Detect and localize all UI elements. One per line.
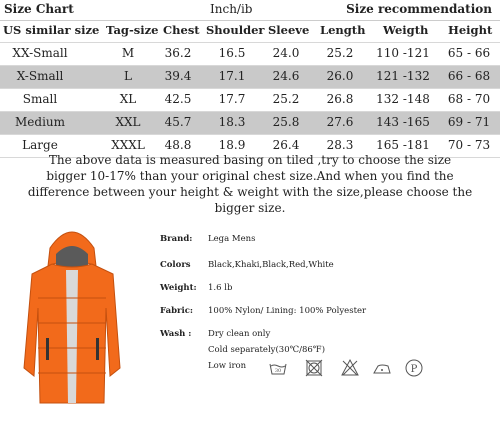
note-line: The above data is measured basing on tiled ,try to choose the size xyxy=(48,153,452,167)
brand-label: Brand: xyxy=(160,234,193,244)
table-row xyxy=(0,43,500,66)
cell-sleeve: 26.4 xyxy=(272,138,300,152)
col-chest: Chest xyxy=(163,23,200,37)
cell-height: 66 - 68 xyxy=(447,69,491,83)
cell-shoulder: 17.7 xyxy=(218,92,246,106)
chart-header xyxy=(0,0,500,21)
table-row xyxy=(0,89,500,112)
size-note xyxy=(0,152,500,216)
cell-tag: XXL xyxy=(115,115,141,129)
col-height: Height xyxy=(448,23,493,37)
cell-chest: 39.4 xyxy=(164,69,192,83)
svg-text:30: 30 xyxy=(274,368,282,374)
recommendation-label: Size recommendation xyxy=(346,2,492,16)
no-bleach-icon xyxy=(340,358,360,378)
table-row xyxy=(0,112,500,135)
cell-us: Large xyxy=(22,138,58,152)
cell-chest: 36.2 xyxy=(164,46,192,60)
cell-height: 70 - 73 xyxy=(447,138,491,152)
cell-sleeve: 25.2 xyxy=(272,92,300,106)
colors-value: Black,Khaki,Black,Red,White xyxy=(208,260,334,270)
low-iron-icon xyxy=(372,358,392,378)
chart-title: Size Chart xyxy=(4,2,74,16)
cell-sleeve: 24.0 xyxy=(272,46,300,60)
cell-length: 28.3 xyxy=(326,138,354,152)
colors-label: Colors xyxy=(160,260,191,270)
svg-text:P: P xyxy=(410,364,418,375)
cell-height: 68 - 70 xyxy=(447,92,491,106)
cell-length: 27.6 xyxy=(326,115,354,129)
wash-label: Wash : xyxy=(160,329,192,339)
cell-chest: 48.8 xyxy=(164,138,192,152)
wash-value-2: Cold separately(30℃/86℉) xyxy=(208,345,326,355)
dry-clean-p-icon xyxy=(404,358,424,378)
col-length: Length xyxy=(320,23,366,37)
weight-value: 1.6 lb xyxy=(208,283,233,293)
cell-chest: 45.7 xyxy=(164,115,192,129)
cell-shoulder: 18.9 xyxy=(218,138,246,152)
jacket-image xyxy=(10,218,135,413)
cell-tag: XXXL xyxy=(111,138,145,152)
brand-value: Lega Mens xyxy=(208,234,256,244)
table-header-row xyxy=(0,20,500,43)
cell-weight: 165 -181 xyxy=(376,138,430,152)
cell-length: 26.8 xyxy=(326,92,354,106)
cell-height: 69 - 71 xyxy=(447,115,491,129)
wash-value-3: Low iron xyxy=(208,361,247,371)
fabric-label: Fabric: xyxy=(160,306,194,316)
wash-value-1: Dry clean only xyxy=(208,329,271,339)
cell-us: Medium xyxy=(14,115,66,129)
weight-label: Weight: xyxy=(160,283,197,293)
cell-length: 25.2 xyxy=(326,46,354,60)
size-table xyxy=(0,20,500,158)
col-shoulder: Shoulder xyxy=(206,23,265,37)
cell-tag: XL xyxy=(119,92,137,106)
unit-label: Inch/ib xyxy=(210,2,253,16)
cell-us: X-Small xyxy=(16,69,64,83)
cell-height: 65 - 66 xyxy=(447,46,491,60)
cell-shoulder: 16.5 xyxy=(218,46,246,60)
note-line: difference between your height & weight with the size,please choose the xyxy=(27,185,473,199)
cell-tag: M xyxy=(121,46,135,60)
cell-us: XX-Small xyxy=(12,46,68,60)
col-us-size: US similar size xyxy=(3,23,100,37)
no-tumble-dry-icon xyxy=(304,358,324,378)
cell-sleeve: 24.6 xyxy=(272,69,300,83)
col-weight: Weigth xyxy=(383,23,429,37)
cell-us: Small xyxy=(22,92,58,106)
cell-shoulder: 17.1 xyxy=(218,69,246,83)
cell-length: 26.0 xyxy=(326,69,354,83)
cell-tag: L xyxy=(124,69,132,83)
cell-weight: 121 -132 xyxy=(376,69,430,83)
product-info xyxy=(0,214,500,422)
cell-shoulder: 18.3 xyxy=(218,115,246,129)
cell-weight: 143 -165 xyxy=(376,115,430,129)
col-tag-size: Tag-size xyxy=(106,23,159,37)
cell-weight: 110 -121 xyxy=(376,46,430,60)
cell-weight: 132 -148 xyxy=(376,92,430,106)
cell-sleeve: 25.8 xyxy=(272,115,300,129)
note-line: bigger size. xyxy=(214,201,286,215)
col-sleeve: Sleeve xyxy=(268,23,310,37)
table-row xyxy=(0,66,500,89)
fabric-value: 100% Nylon/ Lining: 100% Polyester xyxy=(208,306,367,316)
hand-wash-icon xyxy=(268,358,288,378)
cell-chest: 42.5 xyxy=(164,92,192,106)
note-line: bigger 10-17% than your original chest size.And when you find the xyxy=(46,169,454,183)
